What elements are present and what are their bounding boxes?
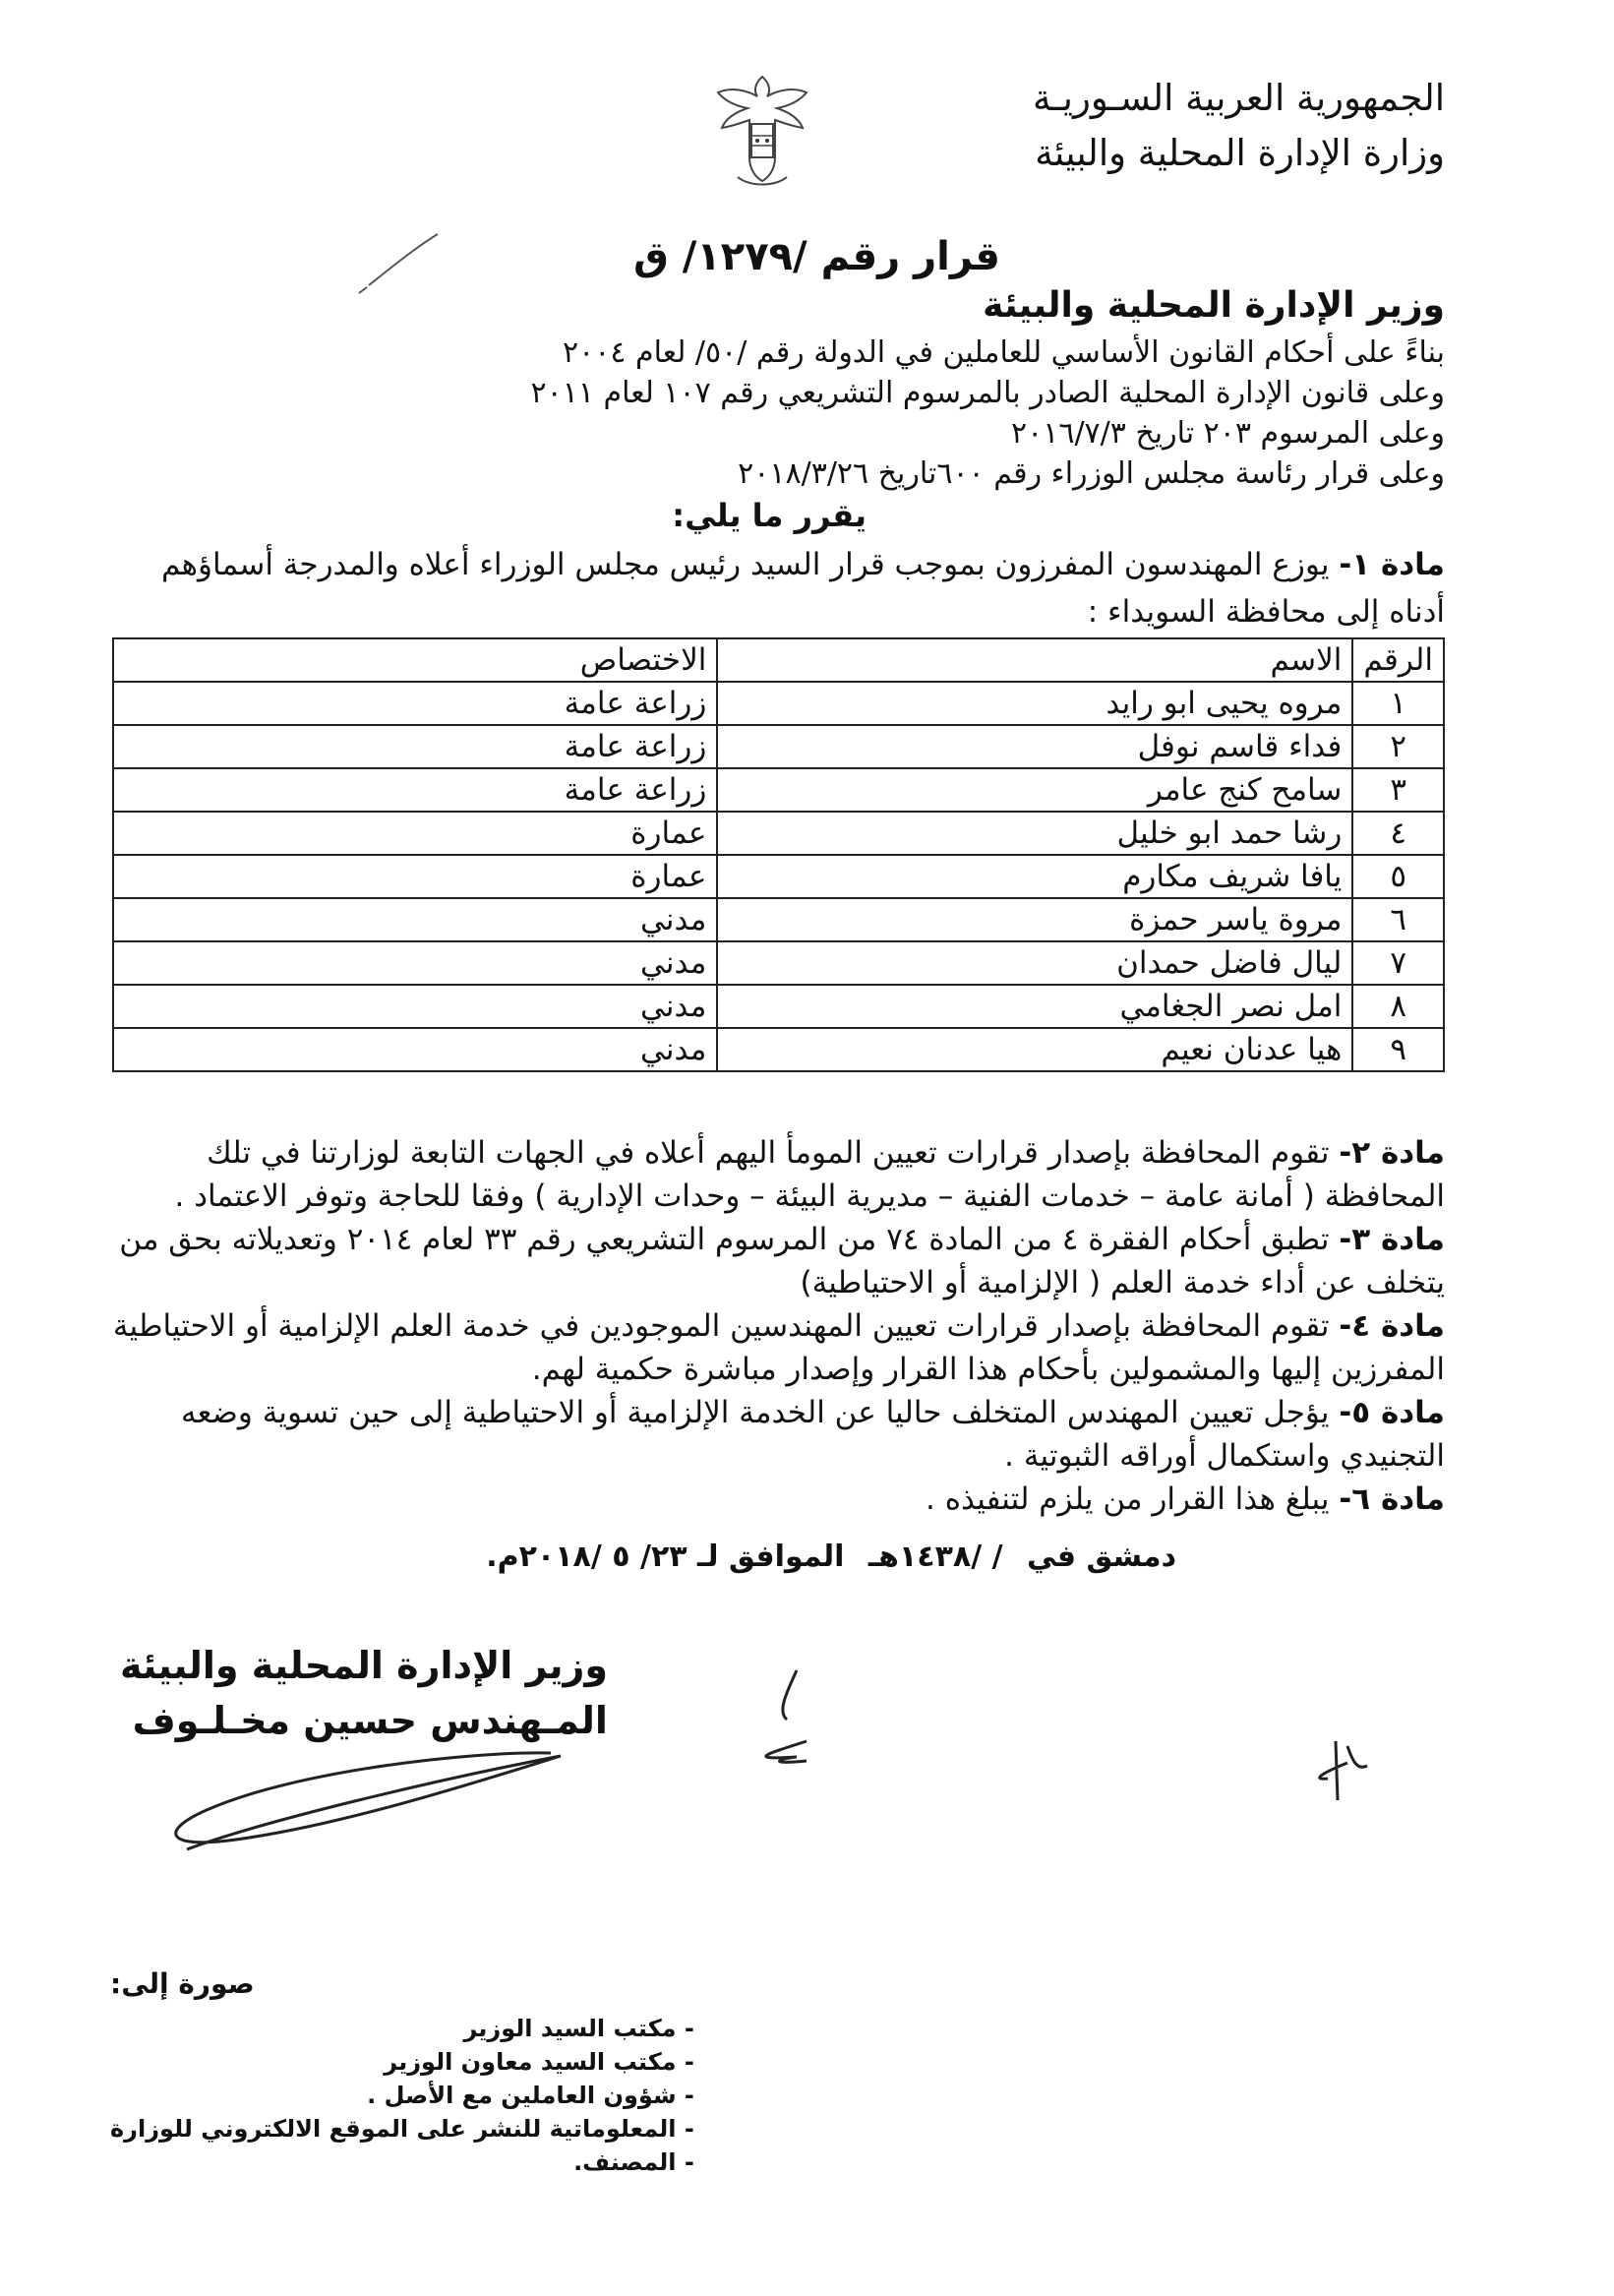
header-ministry: وزارة الإدارة المحلية والبيئة — [1035, 132, 1445, 174]
row-no: ٩ — [1352, 1028, 1444, 1071]
table-row — [113, 725, 1444, 768]
table-row — [113, 1028, 1444, 1071]
table-row — [113, 941, 1444, 985]
row-name: ليال فاضل حمدان — [717, 941, 1352, 985]
article-3 — [102, 1218, 1445, 1304]
row-specialty: مدني — [113, 898, 717, 941]
row-specialty: مدني — [113, 985, 717, 1028]
row-no: ٣ — [1352, 768, 1444, 812]
article-text: يؤجل تعيين المهندس المتخلف حاليا عن الخدمة الإلزامية أو الاحتياطية إلى حين تسوية وضعه التجنيدي واستكمال أوراقه الثبوتية . — [180, 1395, 1445, 1474]
table-header-row — [113, 638, 1444, 682]
ministry-header — [933, 71, 1445, 181]
header-specialty: الاختصاص — [113, 638, 717, 682]
article-6 — [102, 1478, 1445, 1521]
preamble — [166, 332, 1445, 494]
article-1 — [107, 541, 1445, 635]
row-specialty: زراعة عامة — [113, 725, 717, 768]
row-name: سامح كنج عامر — [717, 768, 1352, 812]
row-name: يافا شريف مكارم — [717, 855, 1352, 898]
row-no: ٨ — [1352, 985, 1444, 1028]
article-text: تطبق أحكام الفقرة ٤ من المادة ٧٤ من المرسوم التشريعي رقم ٣٣ لعام ٢٠١٤ وتعديلاته بحق من يتخلف عن أداء خدمة العلم ( الإلزامية أو الاحتياطية) — [119, 1222, 1445, 1300]
list-item: - شؤون العاملين مع الأصل . — [367, 2082, 694, 2109]
decision-number: قرار رقم /١٢٧٩/ ق — [633, 234, 1000, 279]
copies-title: صورة إلى: — [110, 1967, 255, 2000]
decides-heading: يقرر ما يلي: — [672, 497, 867, 534]
row-name: مروه يحيى ابو رايد — [717, 682, 1352, 725]
list-item: - المصنف. — [573, 2148, 694, 2176]
row-name: هيا عدنان نعيم — [717, 1028, 1352, 1071]
date-line — [472, 1540, 1176, 1574]
header-name: الاسم — [717, 638, 1352, 682]
row-no: ٥ — [1352, 855, 1444, 898]
engineers-table — [112, 637, 1445, 1072]
article-text: تقوم المحافظة بإصدار قرارات تعيين المهندسين الموجودين في خدمة العلم الإلزامية أو الاحتياطية المفرزين إليها والمشمولين بأحكام هذا القرار وإصدار مباشرة حكمية لهم. — [112, 1308, 1445, 1387]
row-name: رشا حمد ابو خليل — [717, 812, 1352, 855]
row-no: ٧ — [1352, 941, 1444, 985]
row-specialty: مدني — [113, 941, 717, 985]
row-specialty: عمارة — [113, 855, 717, 898]
row-specialty: عمارة — [113, 812, 717, 855]
article-text: تقوم المحافظة بإصدار قرارات تعيين المومأ اليهم أعلاه في الجهات التابعة لوزارتنا في تلك المحافظة ( أمانة عامة – خدمات الفنية – مديرية البيئة – وحدات الإدارية ) وفقا للحاجة وتوفر الاعتماد . — [174, 1135, 1445, 1214]
list-item: - مكتب السيد الوزير — [463, 2015, 694, 2042]
row-no: ٤ — [1352, 812, 1444, 855]
row-specialty: مدني — [113, 1028, 717, 1071]
copies-list — [110, 2012, 694, 2179]
article-label: مادة ١- — [1339, 547, 1445, 582]
date-place: دمشق في — [1027, 1540, 1176, 1574]
table-row — [113, 985, 1444, 1028]
row-name: مروة ياسر حمزة — [717, 898, 1352, 941]
article-label: مادة ٤- — [1339, 1308, 1445, 1344]
article-5 — [102, 1391, 1445, 1478]
signatory-title: وزير الإدارة المحلية والبيئة — [120, 1644, 608, 1687]
row-specialty: زراعة عامة — [113, 682, 717, 725]
table-row — [113, 812, 1444, 855]
preamble-line: بناءً على أحكام القانون الأساسي للعاملين في الدولة رقم /٥٠/ لعام ٢٠٠٤ — [563, 335, 1445, 370]
preamble-line: وعلى المرسوم ٢٠٣ تاريخ ٢٠١٦/٧/٣ — [1011, 416, 1445, 451]
header-no: الرقم — [1352, 638, 1444, 682]
articles — [102, 1131, 1445, 1521]
article-label: مادة ٣- — [1339, 1222, 1445, 1257]
row-specialty: زراعة عامة — [113, 768, 717, 812]
state-emblem-icon — [708, 67, 816, 195]
minister-heading: وزير الإدارة المحلية والبيئة — [983, 285, 1445, 326]
table-row — [113, 855, 1444, 898]
row-name: فداء قاسم نوفل — [717, 725, 1352, 768]
preamble-line: وعلى قرار رئاسة مجلس الوزراء رقم ٦٠٠تاريخ ٢٠١٨/٣/٢٦ — [738, 456, 1445, 491]
article-text: يوزع المهندسون المفرزون بموجب قرار السيد رئيس مجلس الوزراء أعلاه والمدرجة أسماؤهم أدناه إلى محافظة السويداء : — [161, 547, 1445, 630]
row-name: امل نصر الجغامي — [717, 985, 1352, 1028]
list-item: - مكتب السيد معاون الوزير — [384, 2048, 694, 2076]
article-label: مادة ٦- — [1339, 1481, 1445, 1517]
table-row — [113, 768, 1444, 812]
date-gregorian: الموافق لـ ٢٣/ ٥ /٢٠١٨م. — [486, 1540, 845, 1574]
signature-icon — [148, 1662, 1446, 1879]
table-row — [113, 898, 1444, 941]
article-4 — [102, 1304, 1445, 1391]
date-hijri: / /١٤٣٨هـ — [867, 1540, 1003, 1574]
article-label: مادة ٢- — [1339, 1135, 1445, 1171]
article-label: مادة ٥- — [1339, 1395, 1445, 1430]
article-text: يبلغ هذا القرار من يلزم لتنفيذه . — [926, 1481, 1330, 1517]
row-no: ٢ — [1352, 725, 1444, 768]
table-row — [113, 682, 1444, 725]
preamble-line: وعلى قانون الإدارة المحلية الصادر بالمرسوم التشريعي رقم ١٠٧ لعام ٢٠١١ — [530, 376, 1445, 410]
header-country: الجمهورية العربية السـوريـة — [1033, 77, 1445, 119]
signatory-name: المـهندس حسين مخـلـوف — [132, 1699, 608, 1742]
article-2 — [102, 1131, 1445, 1218]
list-item: - المعلوماتية للنشر على الموقع الالكتروني للوزارة — [110, 2115, 694, 2143]
row-no: ٦ — [1352, 898, 1444, 941]
row-no: ١ — [1352, 682, 1444, 725]
